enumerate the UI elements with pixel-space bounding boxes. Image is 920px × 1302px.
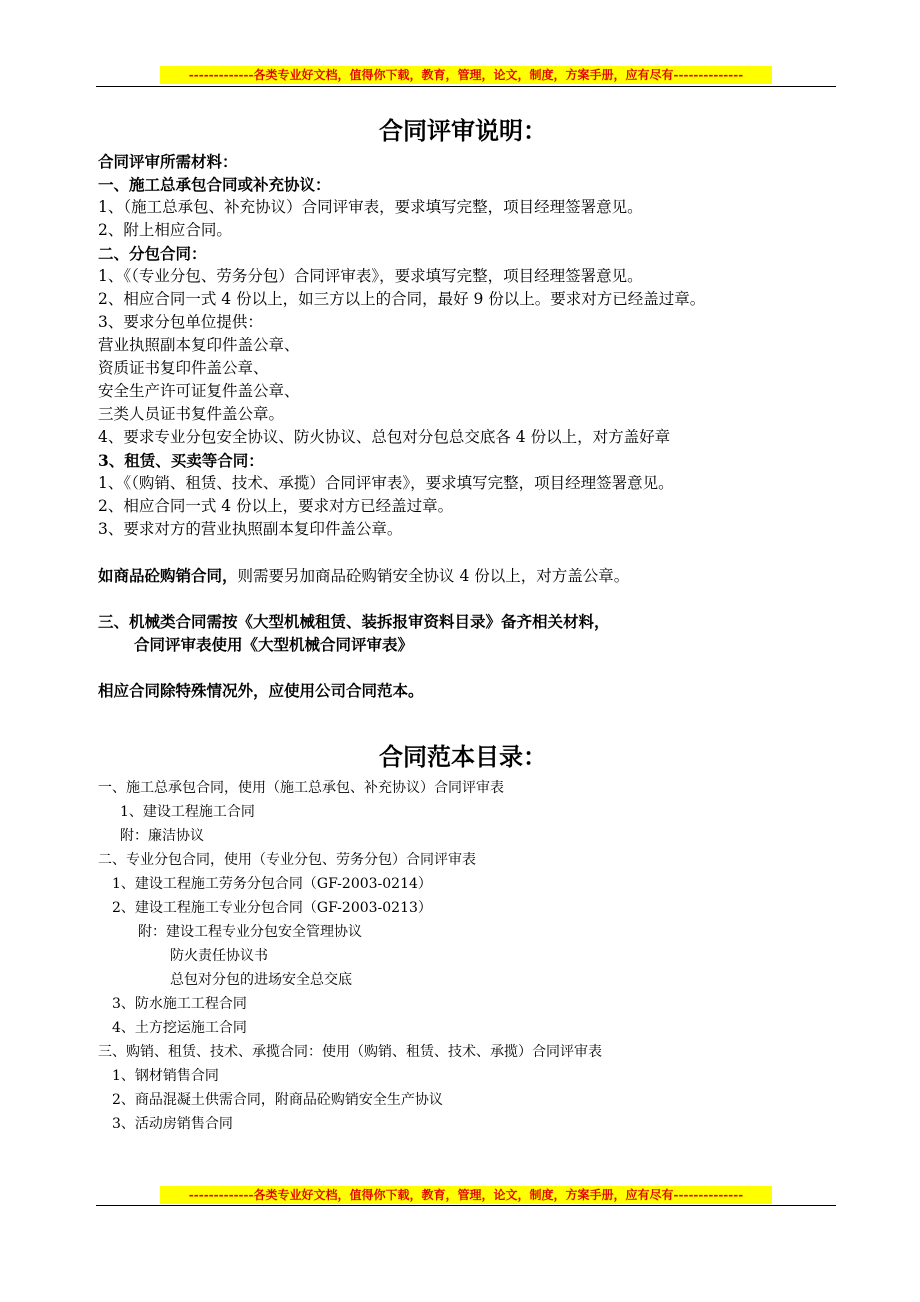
section-2-heading: 二、分包合同： bbox=[98, 244, 207, 263]
catalog-attachment: 总包对分包的进场安全总交底 bbox=[170, 972, 352, 988]
section-2-item: 三类人员证书复件盖公章。 bbox=[98, 405, 285, 423]
section-1-item: 1、（施工总承包、补充协议）合同评审表，要求填写完整，项目经理签署意见。 bbox=[98, 198, 643, 216]
catalog-section: 一、施工总承包合同，使用（施工总承包、补充协议）合同评审表 bbox=[98, 780, 504, 796]
catalog-section: 二、专业分包合同，使用（专业分包、劳务分包）合同评审表 bbox=[98, 852, 476, 868]
footer-banner: -------------各类专业好文档，值得你下载，教育，管理，论文，制度，方案手册，应有尽有-------------- bbox=[160, 1186, 772, 1204]
section-3-item: 3、要求对方的营业执照副本复印件盖公章。 bbox=[98, 520, 403, 538]
section-2-item: 1、《（专业分包、劳务分包）合同评审表》，要求填写完整，项目经理签署意见。 bbox=[98, 267, 643, 285]
review-title: 合同评审说明： bbox=[379, 116, 547, 145]
template-note: 相应合同除特殊情况外，应使用公司合同范本。 bbox=[98, 681, 424, 700]
spacer bbox=[98, 541, 828, 564]
concrete-note bbox=[98, 564, 828, 587]
catalog-item: 1、建设工程施工劳务分包合同（GF-2003-0214） bbox=[112, 876, 432, 892]
section-3-item: 2、相应合同一式 4 份以上，要求对方已经盖过章。 bbox=[98, 497, 454, 515]
catalog-item: 1、钢材销售合同 bbox=[112, 1068, 219, 1084]
spacer bbox=[98, 702, 828, 738]
catalog-item: 3、防水施工工程合同 bbox=[112, 996, 247, 1012]
catalog-section: 三、购销、租赁、技术、承揽合同：使用（购销、租赁、技术、承揽）合同评审表 bbox=[98, 1044, 602, 1060]
header-banner: -------------各类专业好文档，值得你下载，教育，管理，论文，制度，方案手册，应有尽有-------------- bbox=[160, 66, 772, 84]
section-2-item: 3、要求分包单位提供： bbox=[98, 313, 263, 331]
section-3-item: 1、《（购销、租赁、技术、承揽）合同评审表》，要求填写完整，项目经理签署意见。 bbox=[98, 474, 674, 492]
section-1-heading: 一、施工总承包合同或补充协议： bbox=[98, 175, 331, 194]
machine-note-line2: 合同评审表使用《大型机械合同评审表》 bbox=[134, 635, 414, 654]
catalog-attachment: 附：廉洁协议 bbox=[120, 828, 204, 844]
document-body bbox=[98, 112, 828, 1136]
footer-rule bbox=[96, 1205, 836, 1206]
section-2-item: 安全生产许可证复件盖公章、 bbox=[98, 382, 300, 400]
spacer bbox=[98, 656, 828, 679]
catalog-list bbox=[98, 776, 828, 1136]
catalog-item: 3、活动房销售合同 bbox=[112, 1116, 233, 1132]
catalog-item: 2、商品混凝土供需合同，附商品砼购销安全生产协议 bbox=[112, 1092, 443, 1108]
concrete-note-bold: 如商品砼购销合同， bbox=[98, 566, 238, 585]
catalog-attachment: 附：建设工程专业分包安全管理协议 bbox=[138, 924, 362, 940]
spacer bbox=[98, 587, 828, 610]
catalog-item: 2、建设工程施工专业分包合同（GF-2003-0213） bbox=[112, 900, 432, 916]
section-2-item: 资质证书复印件盖公章、 bbox=[98, 359, 269, 377]
section-1-item: 2、附上相应合同。 bbox=[98, 221, 232, 239]
machine-note-line1: 三、机械类合同需按《大型机械租赁、装拆报审资料目录》备齐相关材料， bbox=[98, 612, 610, 631]
section-3-heading: 3、租赁、买卖等合同： bbox=[98, 451, 264, 470]
section-2-item: 营业执照副本复印件盖公章、 bbox=[98, 336, 300, 354]
catalog-attachment: 防火责任协议书 bbox=[170, 948, 268, 964]
catalog-item: 4、土方挖运施工合同 bbox=[112, 1020, 247, 1036]
header-rule bbox=[96, 86, 836, 87]
catalog-title: 合同范本目录： bbox=[379, 742, 547, 771]
concrete-note-rest: 则需要另加商品砼购销安全协议 4 份以上，对方盖公章。 bbox=[237, 567, 630, 585]
section-2-item: 2、相应合同一式 4 份以上，如三方以上的合同，最好 9 份以上。要求对方已经盖过章。 bbox=[98, 290, 706, 308]
materials-intro: 合同评审所需材料： bbox=[98, 152, 238, 171]
section-2-item: 4、要求专业分包安全协议、防火协议、总包对分包总交底各 4 份以上，对方盖好章 bbox=[98, 428, 671, 446]
catalog-item: 1、建设工程施工合同 bbox=[120, 804, 255, 820]
